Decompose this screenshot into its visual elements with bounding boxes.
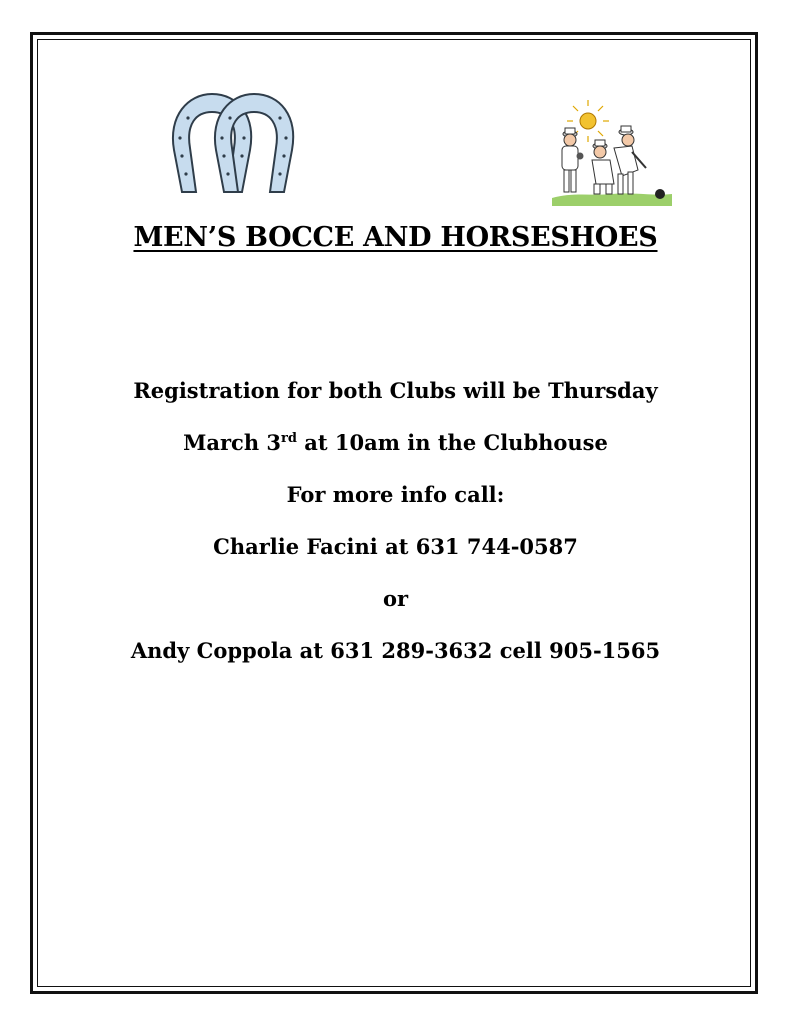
- bocce-players-icon: [552, 100, 674, 206]
- or-text: or: [382, 586, 409, 611]
- contact-andy: Andy Coppola at 631 289-3632 cell 905-1565: [130, 638, 661, 663]
- registration-line: Registration for both Clubs will be Thursday: [133, 378, 658, 403]
- contact-charlie: Charlie Facini at 631 744-0587: [213, 534, 578, 559]
- horseshoes-icon: [160, 88, 310, 200]
- page-title: MEN’S BOCCE AND HORSESHOES: [133, 222, 658, 253]
- date-line: March 3rd at 10am in the Clubhouse: [183, 430, 608, 455]
- info-block: [0, 376, 791, 688]
- more-info-line: For more info call:: [286, 482, 505, 507]
